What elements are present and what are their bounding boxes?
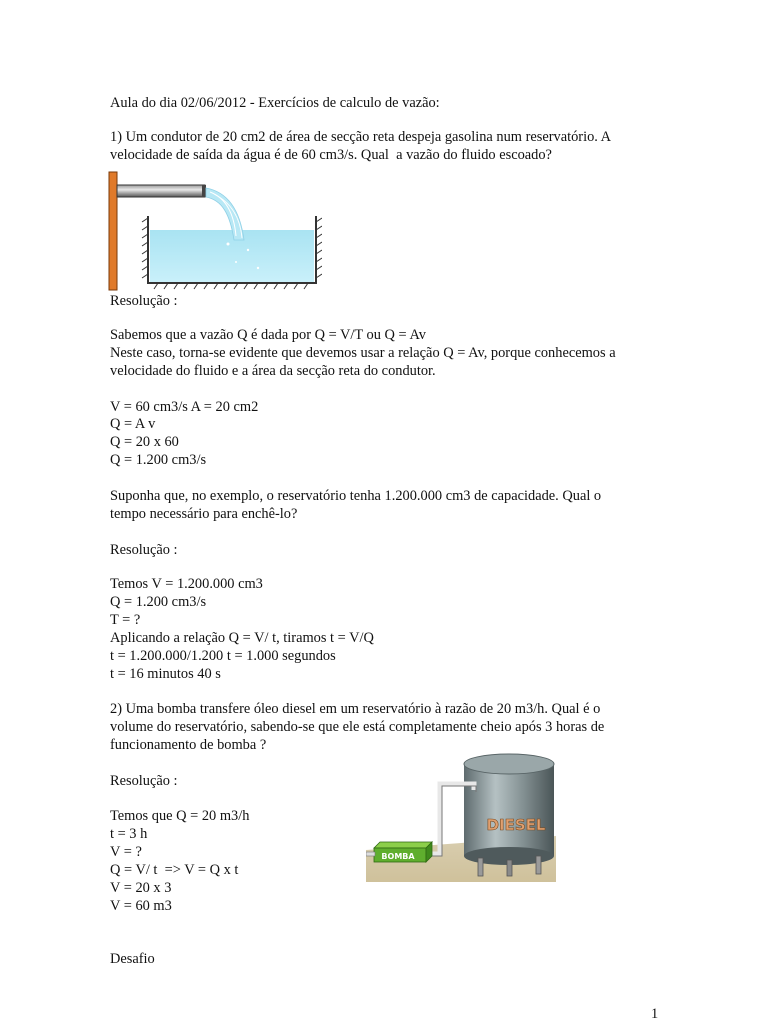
page-number: 1 [651, 1006, 659, 1022]
resolution-1-heading: Resolução : [110, 293, 178, 309]
resolution-1-line: Q = A v [110, 416, 156, 432]
resolution-2-line: V = 20 x 3 [110, 880, 172, 896]
resolution-1-line: V = 60 cm3/s A = 20 cm2 [110, 399, 259, 415]
resolution-2-line: Temos que Q = 20 m3/h [110, 808, 250, 824]
resolution-2-line: V = 60 m3 [110, 898, 172, 914]
page-title: Aula do dia 02/06/2012 - Exercícios de calculo de vazão: [110, 95, 440, 111]
pipe-reservoir-figure [108, 170, 322, 292]
resolution-1b-line: Temos V = 1.200.000 cm3 [110, 576, 263, 592]
question-2-line-3: funcionamento de bomba ? [110, 737, 267, 753]
resolution-1b-line: Q = 1.200 cm3/s [110, 594, 207, 610]
resolution-2-line: Q = V/ t => V = Q x t [110, 862, 239, 878]
question-1-line-2: velocidade de saída da água é de 60 cm3/s. Qual a vazão do fluido escoado? [110, 147, 552, 163]
question-1-line-1: 1) Um condutor de 20 cm2 de área de secção reta despeja gasolina num reservatório. A [110, 129, 612, 145]
question-2-line-2: volume do reservatório, sabendo-se que ele está completamente cheio após 3 horas de [110, 719, 605, 735]
question-1b-line-1: Suponha que, no exemplo, o reservatório tenha 1.200.000 cm3 de capacidade. Qual o [110, 488, 602, 504]
resolution-1-line: Neste caso, torna-se evidente que devemos usar a relação Q = Av, porque conhecemos a [110, 345, 616, 361]
resolution-1b-line: T = ? [110, 612, 141, 628]
water [150, 230, 314, 282]
resolution-1-line: Q = 20 x 60 [110, 434, 179, 450]
tank [464, 764, 554, 856]
wall [109, 172, 117, 290]
resolution-2-line: t = 3 h [110, 826, 148, 842]
tank-label: DIESEL [486, 816, 546, 834]
resolution-1-line: Q = 1.200 cm3/s [110, 452, 207, 468]
resolution-1b-line: t = 1.200.000/1.200 t = 1.000 segundos [110, 648, 336, 664]
resolution-1b-heading: Resolução : [110, 542, 178, 558]
resolution-1b-line: Aplicando a relação Q = V/ t, tiramos t = V/Q [110, 630, 374, 646]
pipe [117, 185, 205, 197]
pump-label: BOMBA [381, 852, 415, 861]
challenge-heading: Desafio [110, 951, 155, 967]
resolution-2-heading: Resolução : [110, 773, 178, 789]
resolution-1b-line: t = 16 minutos 40 s [110, 666, 221, 682]
resolution-1-line: Sabemos que a vazão Q é dada por Q = V/T ou Q = Av [110, 327, 426, 343]
question-1b-line-2: tempo necessário para enchê-lo? [110, 506, 298, 522]
diesel-tank-figure [366, 750, 556, 882]
question-2-line-1: 2) Uma bomba transfere óleo diesel em um reservatório à razão de 20 m3/h. Qual é o [110, 701, 601, 717]
resolution-1-line: velocidade do fluido e a área da secção reta do condutor. [110, 363, 436, 379]
resolution-2-line: V = ? [110, 844, 142, 860]
